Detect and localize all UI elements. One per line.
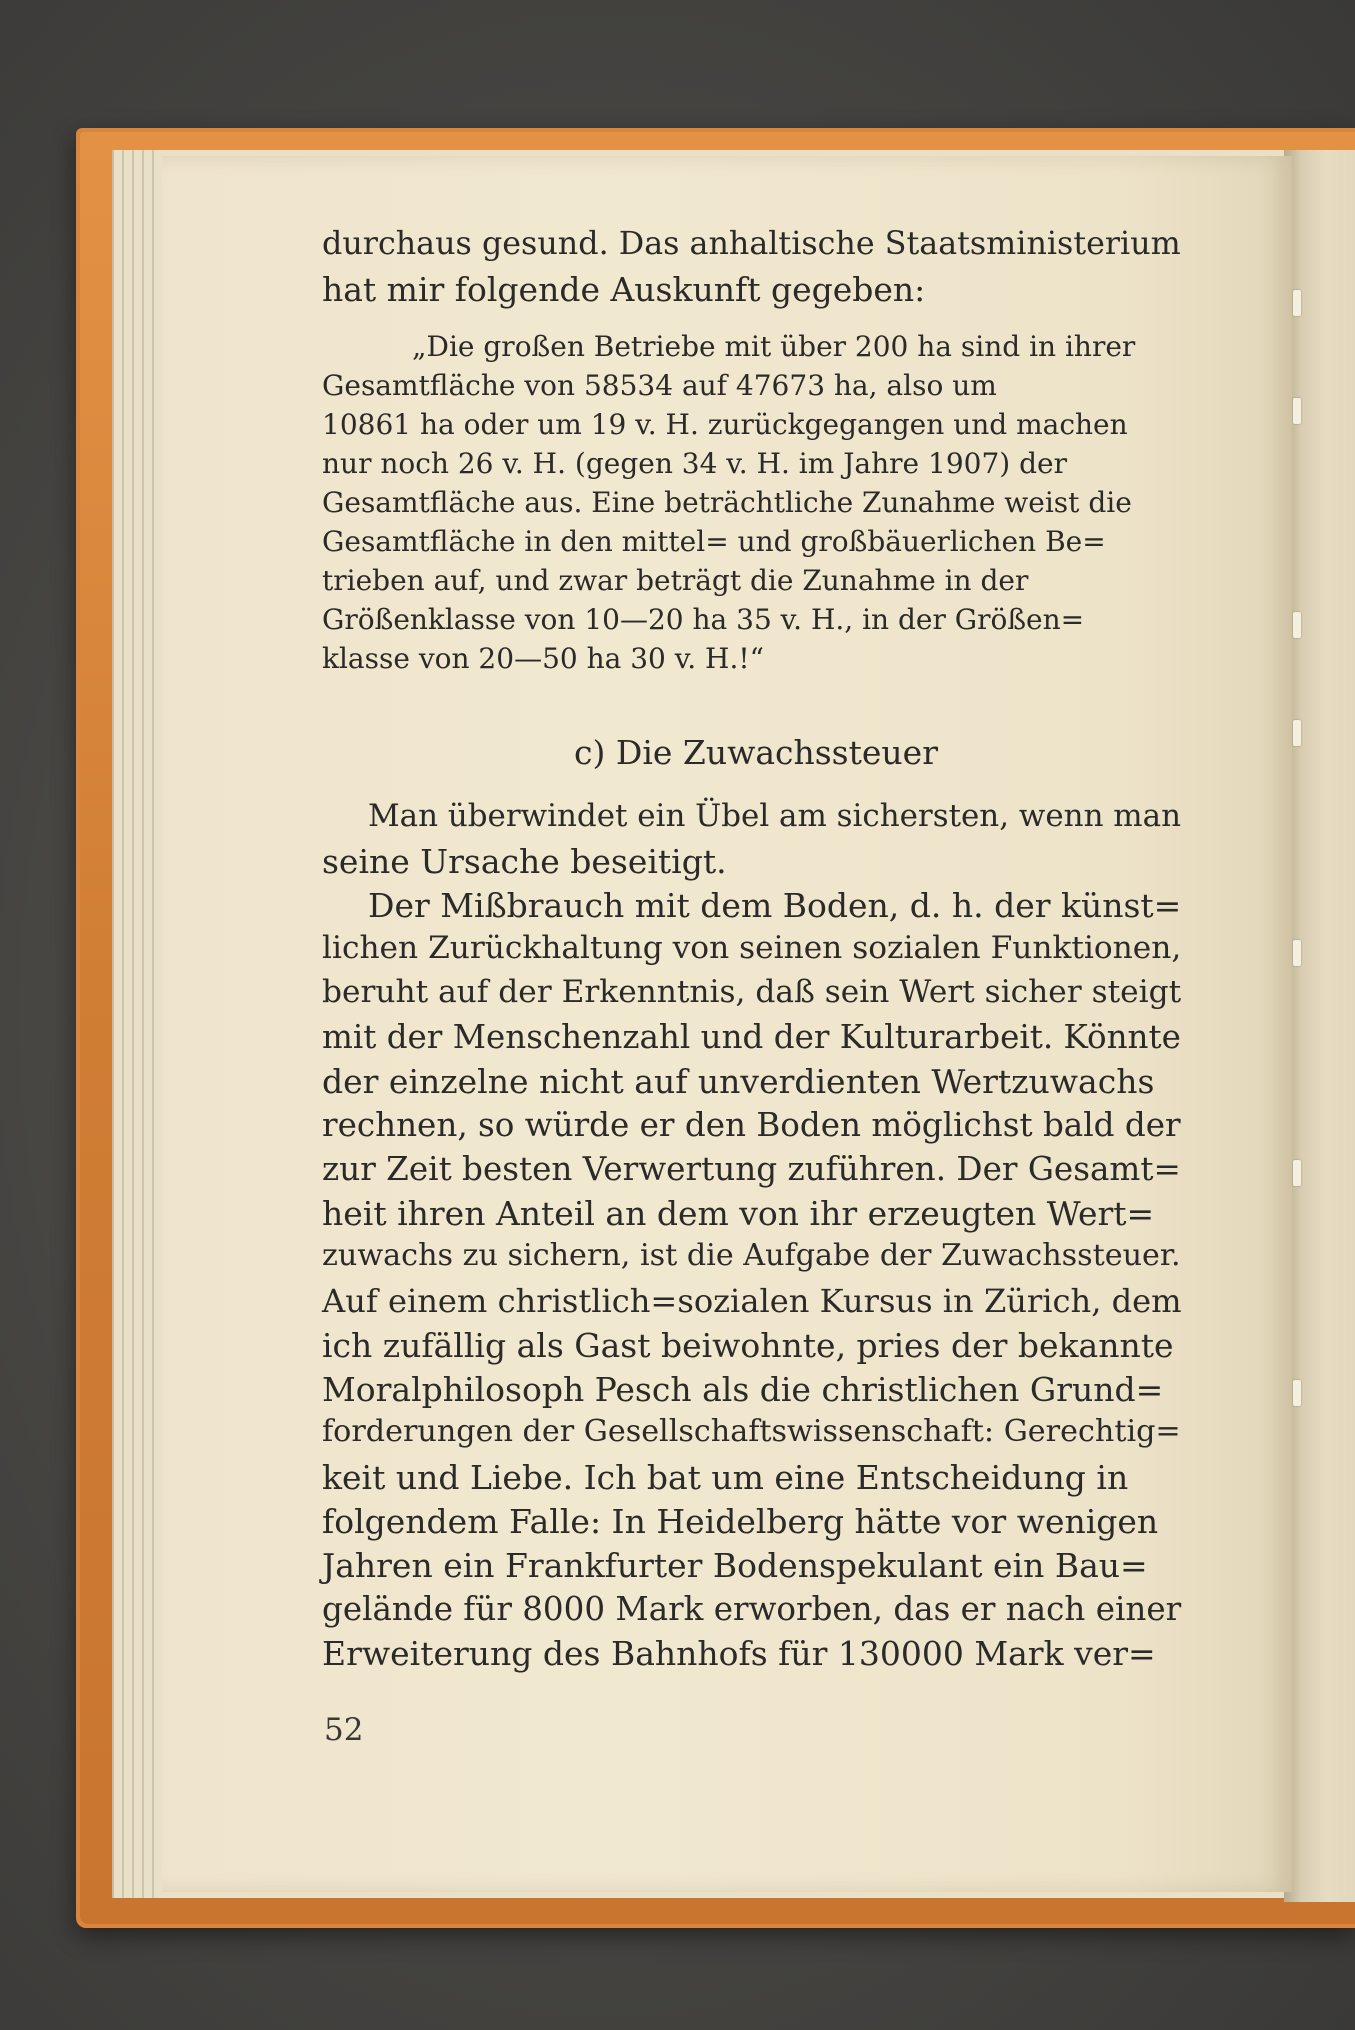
quote-line: „Die großen Betriebe mit über 200 ha sind in ihrer — [412, 330, 1136, 363]
page-edge-line — [152, 150, 154, 1898]
quote-line: 10861 ha oder um 19 v. H. zurückgegangen und machen — [322, 408, 1128, 441]
text-line: Auf einem christlich=sozialen Kursus in Zürich, dem — [322, 1282, 1182, 1320]
text-line: Jahren ein Frankfurter Bodenspekulant ein Bau= — [322, 1546, 1148, 1585]
quote-line: Gesamtfläche aus. Eine beträchtliche Zunahme weist die — [322, 486, 1132, 519]
text-line: Der Mißbrauch mit dem Boden, d. h. der künst= — [368, 886, 1182, 925]
text-line: seine Ursache beseitigt. — [322, 842, 727, 881]
text-line: zuwachs zu sichern, ist die Aufgabe der Zuwachssteuer. — [322, 1238, 1181, 1273]
text-line: beruht auf der Erkenntnis, daß sein Wert sicher steigt — [322, 974, 1182, 1010]
page-number: 52 — [324, 1712, 364, 1748]
text-line: mit der Menschenzahl und der Kulturarbeit. Könnte — [322, 1018, 1181, 1056]
binding-stitch — [1293, 940, 1301, 966]
quote-line: klasse von 20—50 ha 30 v. H.!“ — [322, 642, 764, 675]
text-line: gelände für 8000 Mark erworben, das er nach einer — [322, 1590, 1182, 1628]
quote-line: Gesamtfläche in den mittel= und großbäuerlichen Be= — [322, 525, 1106, 558]
text-line: hat mir folgende Auskunft gegeben: — [322, 270, 926, 309]
binding-stitch — [1293, 1380, 1301, 1406]
text-line: ich zufällig als Gast beiwohnte, pries der bekannte — [322, 1326, 1174, 1365]
quote-line: Größenklasse von 10—20 ha 35 v. H., in der Größen= — [322, 603, 1085, 636]
text-line: Man überwindet ein Übel am sichersten, wenn man — [368, 798, 1181, 834]
binding-stitch — [1293, 398, 1301, 424]
text-line: Erweiterung des Bahnhofs für 130000 Mark ver= — [322, 1634, 1156, 1673]
page-edge-line — [132, 150, 134, 1898]
text-line: folgendem Falle: In Heidelberg hätte vor wenigen — [322, 1502, 1159, 1541]
binding-stitch — [1293, 720, 1301, 746]
quote-line: Gesamtfläche von 58534 auf 47673 ha, also um — [322, 369, 997, 402]
binding-stitch — [1293, 612, 1301, 638]
text-line: lichen Zurückhaltung von seinen sozialen Funktionen, — [322, 930, 1182, 966]
text-line: heit ihren Anteil an dem von ihr erzeugten Wert= — [322, 1194, 1155, 1233]
section-heading: c) Die Zuwachssteuer — [574, 733, 938, 772]
quote-line: trieben auf, und zwar beträgt die Zunahme in der — [322, 564, 1029, 597]
binding-stitch — [1293, 290, 1301, 316]
quote-line: nur noch 26 v. H. (gegen 34 v. H. im Jahre 1907) der — [322, 447, 1067, 480]
text-line: rechnen, so würde er den Boden möglichst bald der — [322, 1106, 1181, 1144]
text-line: zur Zeit besten Verwertung zuführen. Der Gesamt= — [322, 1150, 1181, 1188]
text-line: forderungen der Gesellschaftswissenschaft: Gerechtig= — [322, 1414, 1181, 1449]
text-line: durchaus gesund. Das anhaltische Staatsministerium — [322, 226, 1181, 262]
page-edge-line — [142, 150, 144, 1898]
text-line: der einzelne nicht auf unverdienten Wertzuwachs — [322, 1062, 1155, 1101]
text-line: keit und Liebe. Ich bat um eine Entscheidung in — [322, 1458, 1129, 1497]
binding-stitch — [1293, 1160, 1301, 1186]
page-edge-line — [122, 150, 124, 1898]
text-line: Moralphilosoph Pesch als die christlichen Grund= — [322, 1370, 1164, 1409]
